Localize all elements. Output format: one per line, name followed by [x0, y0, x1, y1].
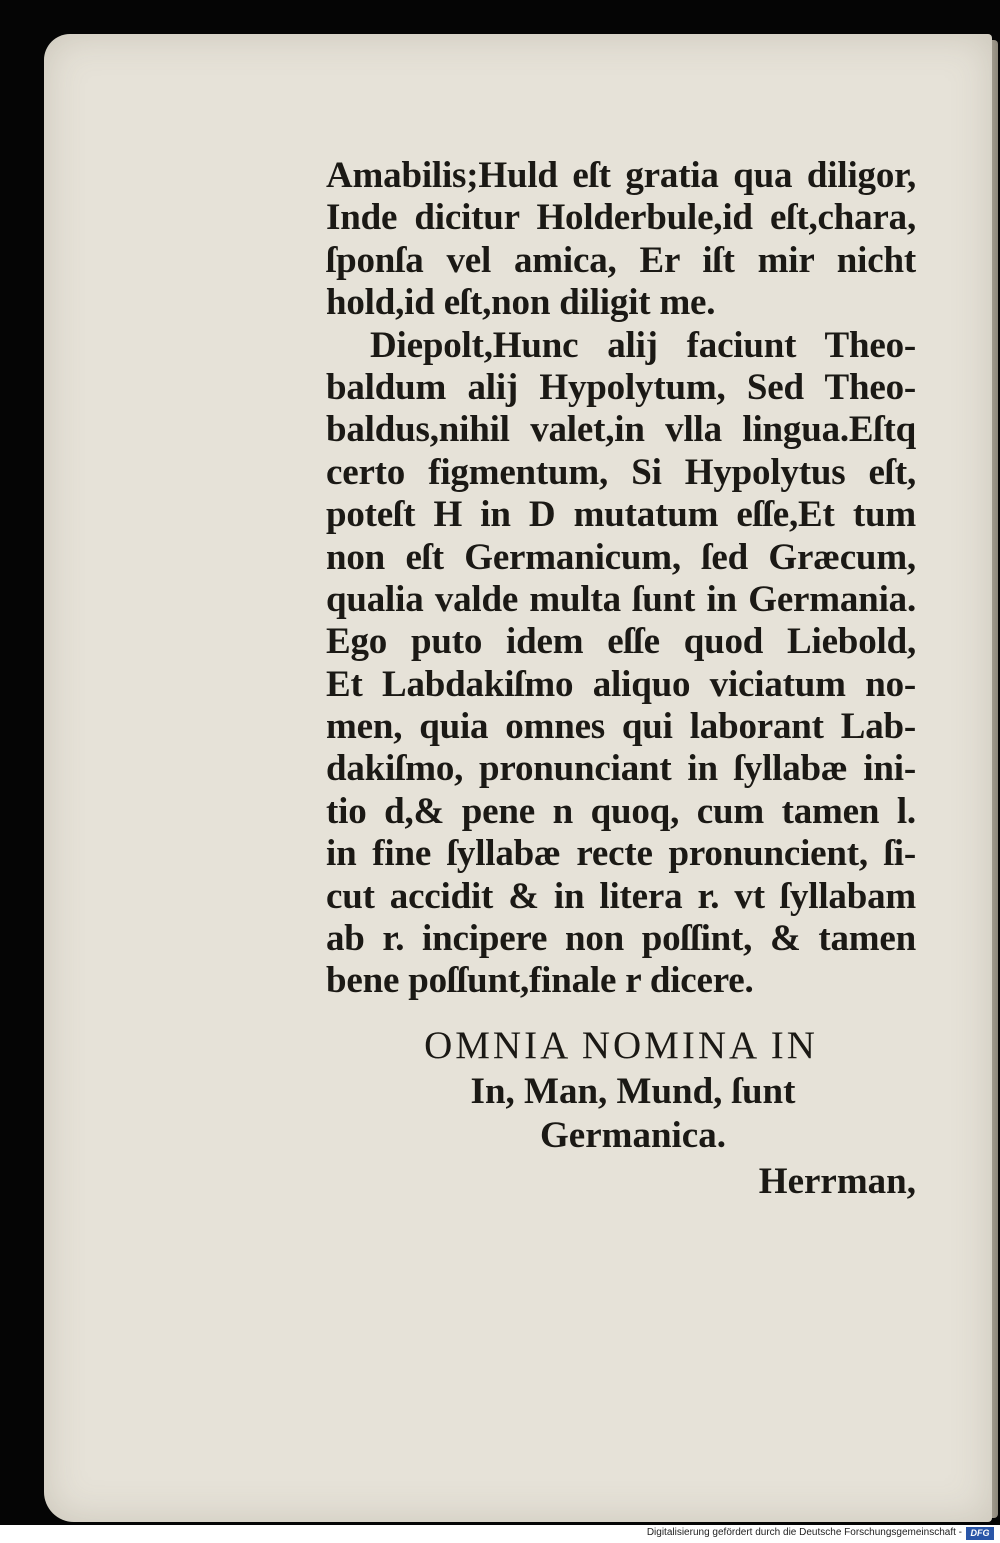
- text-line: dakiſmo, pronunciant in ſyllabæ ini-: [326, 748, 916, 790]
- text-line: Inde dicitur Holderbule,id eſt,chara,: [326, 197, 916, 239]
- text-line: ſponſa vel amica, Er iſt mir nicht: [326, 239, 916, 281]
- text-line: ab r. incipere non poſſint, & tamen: [326, 918, 916, 960]
- text-line: qualia valde multa ſunt in Germania.: [326, 578, 916, 620]
- text-line: Amabilis;Huld eſt gratia qua diligor,: [326, 155, 916, 196]
- text-line: non eſt Germanicum, ſed Græcum,: [326, 536, 916, 578]
- heading-line: In, Man, Mund, ſunt: [470, 1071, 796, 1112]
- heading-line: OMNIA NOMINA IN: [424, 1024, 818, 1067]
- text-line: certo figmentum, Si Hypolytus eſt,: [326, 451, 916, 493]
- text-line: poteſt H in D mutatum eſſe,Et tum: [326, 494, 916, 536]
- section-heading: [326, 1022, 916, 1158]
- footer-credit: Digitalisierung gefördert durch die Deutsche Forschungsgemeinschaft -: [646, 1527, 962, 1538]
- dfg-logo-icon: DFG: [966, 1527, 994, 1540]
- text-line: hold,id eſt,non diligit me.: [326, 282, 716, 324]
- text-line: Ego puto idem eſſe quod Liebold,: [326, 621, 916, 663]
- body-text: [326, 155, 916, 1003]
- text-line: baldum alij Hypolytum, Sed Theo-: [326, 366, 916, 408]
- text-line: in fine ſyllabæ recte pronuncient, ſi-: [326, 833, 916, 875]
- text-line: Et Labdakiſmo aliquo viciatum no-: [326, 663, 916, 705]
- text-line: cut accidit & in litera r. vt ſyllabam: [326, 875, 916, 917]
- heading-line: Germanica.: [540, 1115, 726, 1156]
- catchword: Herrman,: [758, 1161, 916, 1202]
- text-line: Diepolt,Hunc alij faciunt Theo-: [370, 324, 916, 366]
- text-line: tio d,& pene n quoq, cum tamen l.: [326, 790, 916, 832]
- text-line: baldus,nihil valet,in vlla lingua.Eſtq: [326, 409, 916, 451]
- text-line: men, quia omnes qui laborant Lab-: [326, 706, 916, 748]
- footer-bar: [0, 1525, 1000, 1543]
- text-line: bene poſſunt,finale r dicere.: [326, 960, 754, 1002]
